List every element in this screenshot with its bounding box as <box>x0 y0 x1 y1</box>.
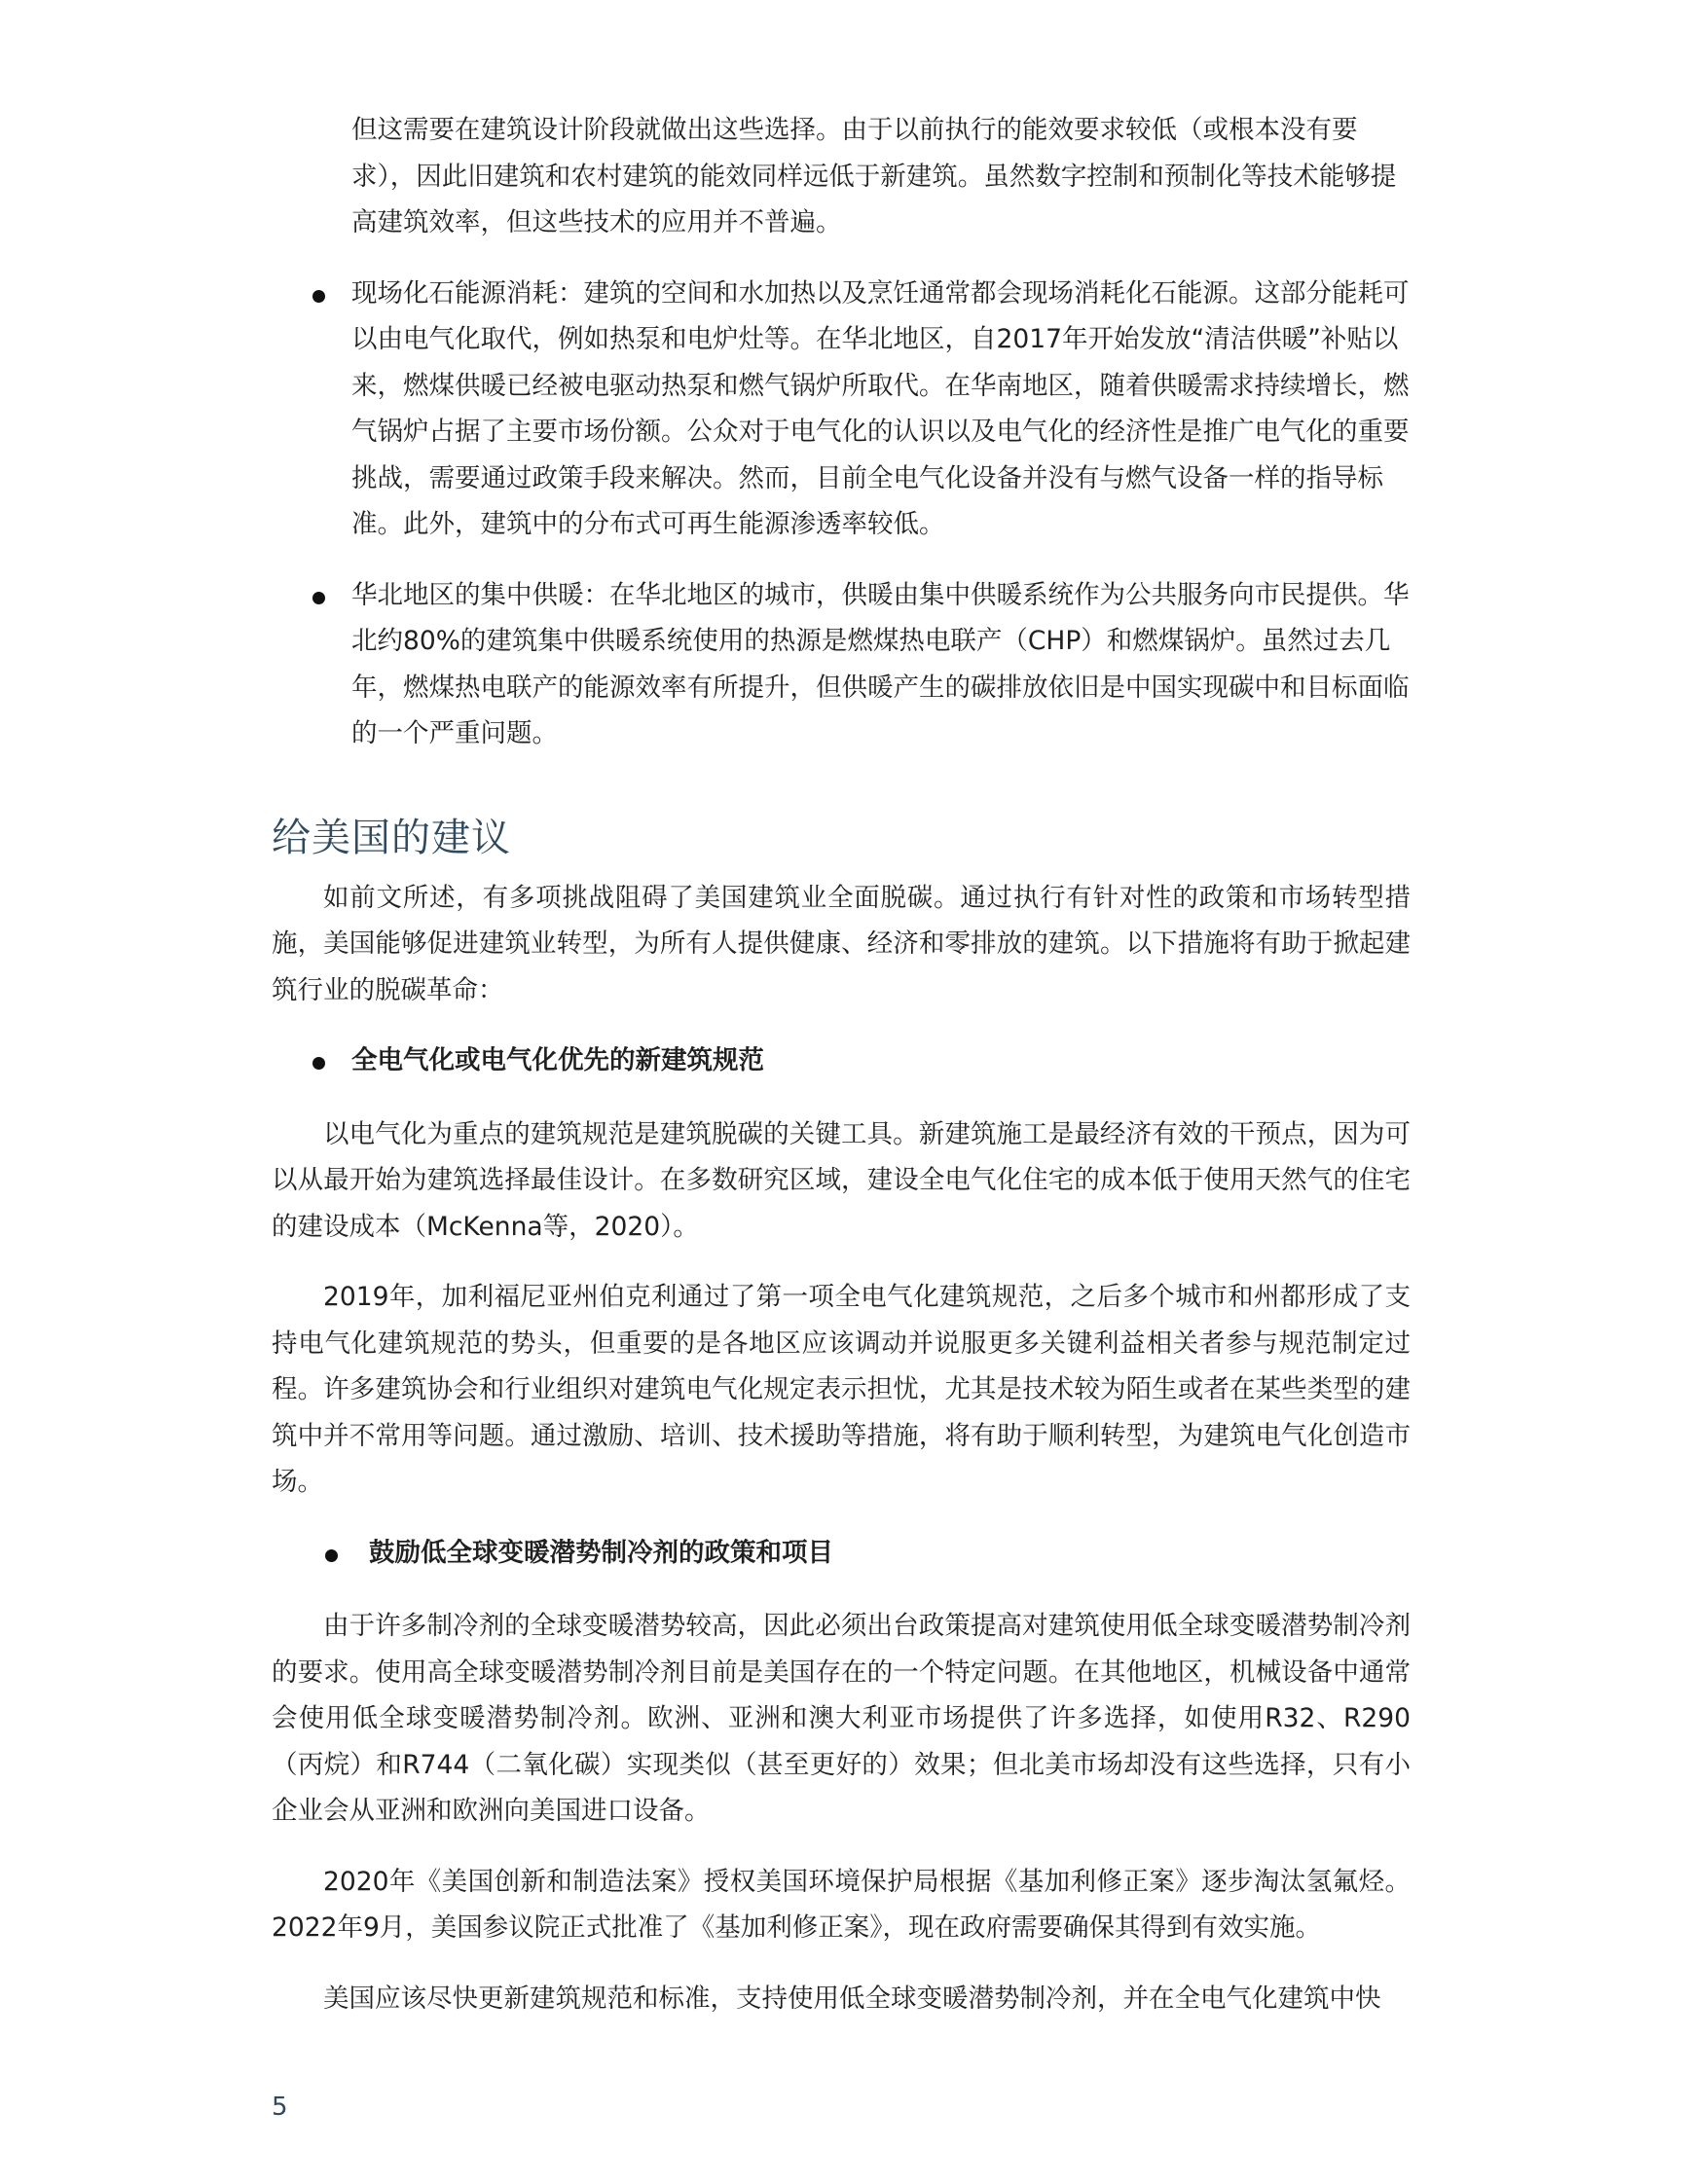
paragraph: 2020年《美国创新和制造法案》授权美国环境保护局根据《基加利修正案》逐步淘汰氢氟烃。2022年9月，美国参议院正式批准了《基加利修正案》，现在政府需要确保其得到有效实施。 <box>272 1866 1411 1943</box>
bullet-district-heating <box>272 572 1411 757</box>
bullet-continuation-text: 但这需要在建筑设计阶段就做出这些选择。由于以前执行的能效要求较低（或根本没有要求），因此旧建筑和农村建筑的能效同样远低于新建筑。虽然数字控制和预制化等技术能够提高建筑效率，但这些技术的应用并不普遍。 <box>351 115 1397 237</box>
paragraph: 美国应该尽快更新建筑规范和标准，支持使用低全球变暖潜势制冷剂，并在全电气化建筑中快 <box>323 1983 1381 2014</box>
page-content <box>272 107 1411 2046</box>
paragraph: 由于许多制冷剂的全球变暖潜势较高，因此必须出台政策提高对建筑使用低全球变暖潜势制冷剂的要求。使用高全球变暖潜势制冷剂目前是美国存在的一个特定问题。在其他地区，机械设备中通常会使用低全球变暖潜势制冷剂。欧洲、亚洲和澳大利亚市场提供了许多选择，如使用R32、R290（丙烷）和R744（二氧化碳）实现类似（甚至更好的）效果；但北美市场却没有这些选择，只有小企业会从亚洲和欧洲向美国进口设备。 <box>272 1611 1411 1826</box>
bullet-dot-icon <box>312 1057 325 1070</box>
page-number: 5 <box>272 2093 288 2122</box>
paragraph: 以电气化为重点的建筑规范是建筑脱碳的关键工具。新建筑施工是最经济有效的干预点，因为可以从最开始为建筑选择最佳设计。在多数研究区域，建设全电气化住宅的成本低于使用天然气的住宅的建设成本（McKenna等，2020）。 <box>272 1118 1411 1242</box>
subheading-electrification-codes <box>272 1037 1411 1084</box>
subheading-text: 全电气化或电气化优先的新建筑规范 <box>351 1045 764 1075</box>
bullet-dot-icon <box>312 592 325 604</box>
paragraph: 2019年，加利福尼亚州伯克利通过了第一项全电气化建筑规范，之后多个城市和州都形成了支持电气化建筑规范的势头，但重要的是各地区应该调动并说服更多关键利益相关者参与规范制定过程。许多建筑协会和行业组织对建筑电气化规定表示担忧，尤其是技术较为陌生或者在某些类型的建筑中并不常用等问题。通过激励、培训、技术援助等措施，将有助于顺利转型，为建筑电气化创造市场。 <box>272 1282 1411 1497</box>
bullet-text: 现场化石能源消耗：建筑的空间和水加热以及烹饪通常都会现场消耗化石能源。这部分能耗可以由电气化取代，例如热泵和电炉灶等。在华北地区，自2017年开始发放“清洁供暖”补贴以来，燃煤供暖已经被电驱动热泵和燃气锅炉所取代。在华南地区，随着供暖需求持续增长，燃气锅炉占据了主要市场份额。公众对于电气化的认识以及电气化的经济性是推广电气化的重要挑战，需要通过政策手段来解决。然而，目前全电气化设备并没有与燃气设备一样的指导标准。此外，建筑中的分布式可再生能源渗透率较低。 <box>351 277 1410 539</box>
subheading-text: 鼓励低全球变暖潜势制冷剂的政策和项目 <box>369 1537 833 1568</box>
bullet-dot-icon <box>312 290 325 303</box>
bullet-text: 华北地区的集中供暖：在华北地区的城市，供暖由集中供暖系统作为公共服务向市民提供。华北约80%的建筑集中供暖系统使用的热源是燃煤热电联产（CHP）和燃煤锅炉。虽然过去几年，燃煤热电联产的能源效率有所提升，但供暖产生的碳排放依旧是中国实现碳中和目标面临的一个严重问题。 <box>351 579 1410 748</box>
section-title: 给美国的建议 <box>272 815 511 860</box>
challenge-bullet-list <box>272 271 1411 757</box>
bullet-dot-icon <box>325 1549 338 1562</box>
bullet-onsite-fossil-energy <box>272 271 1411 548</box>
section-intro-paragraph: 如前文所述，有多项挑战阻碍了美国建筑业全面脱碳。通过执行有针对性的政策和市场转型措施，美国能够促进建筑业转型，为所有人提供健康、经济和零排放的建筑。以下措施将有助于掀起建筑行业的脱碳革命： <box>272 882 1411 1005</box>
subheading-low-gwp-refrigerants <box>272 1530 1411 1577</box>
